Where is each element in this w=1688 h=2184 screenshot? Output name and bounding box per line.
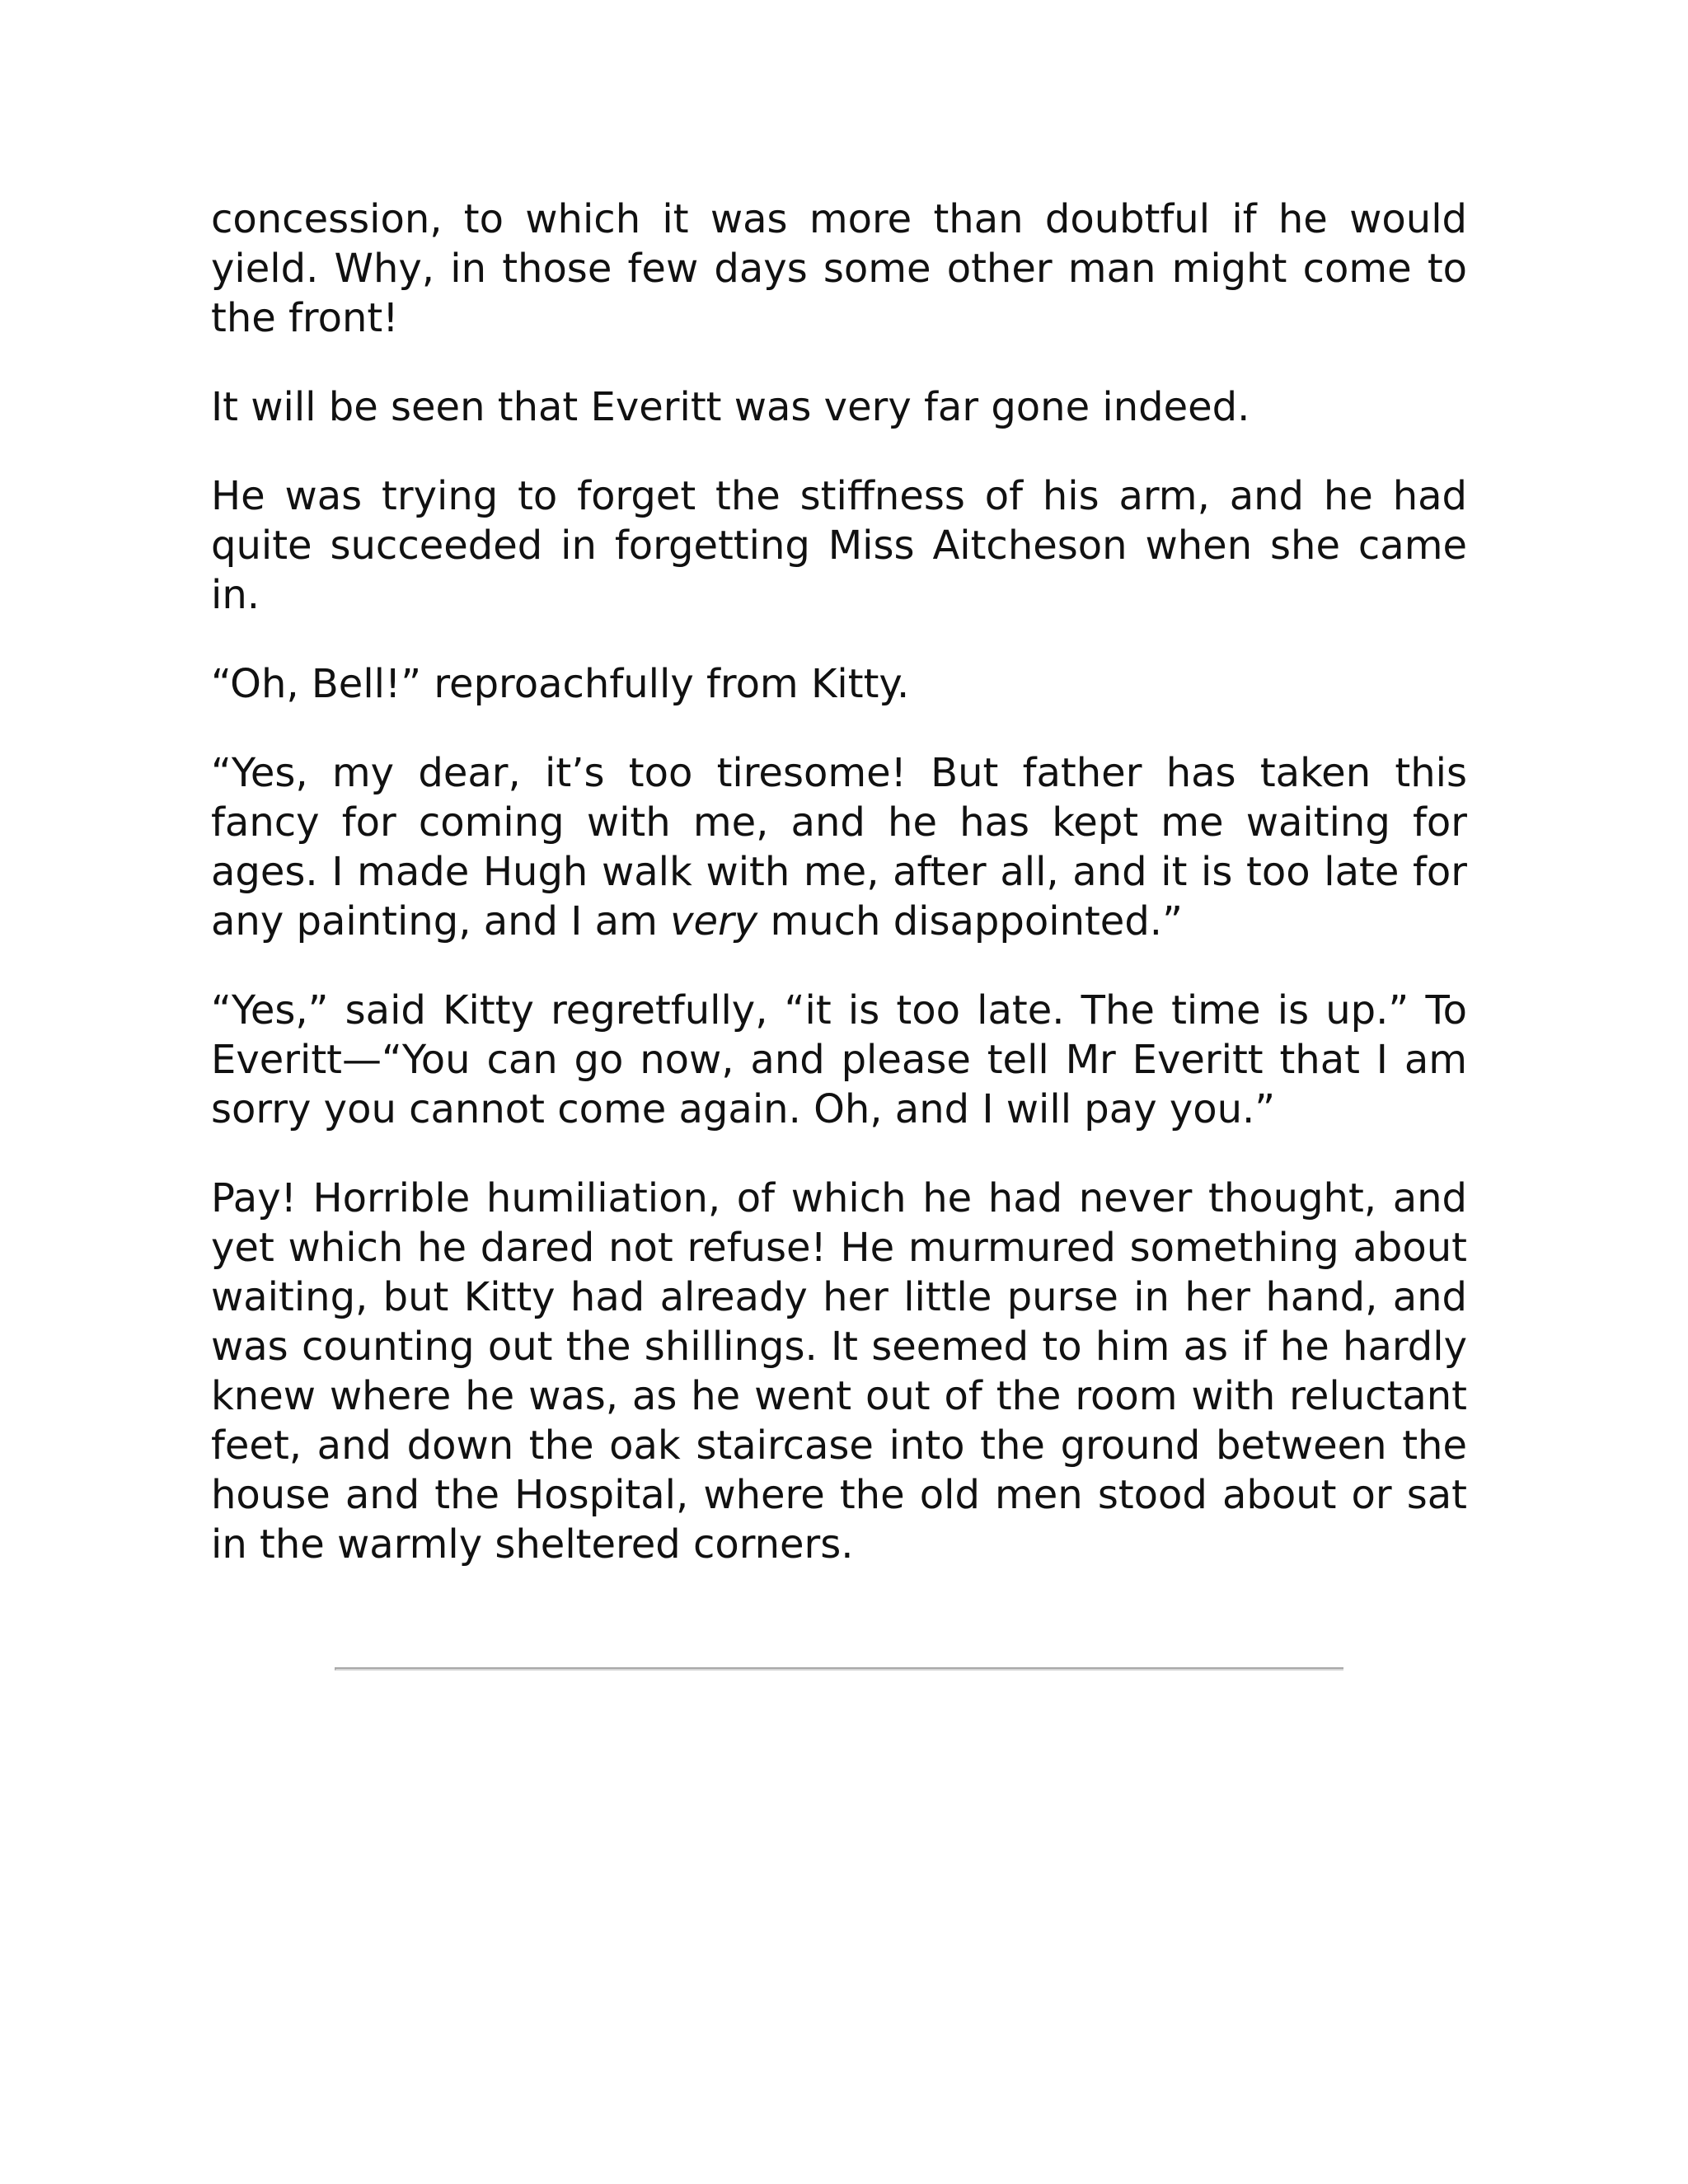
paragraph-far-gone: It will be seen that Everitt was very far gone indeed.: [211, 384, 1250, 430]
paragraph-concession: concession, to which it was more than doubtful if he would yield. Why, in those few days some other man might come to the front!: [211, 196, 1467, 341]
horizontal-rule: [335, 1667, 1343, 1671]
paragraph-tiresome: [211, 748, 1467, 946]
paragraph-humiliation: Pay! Horrible humiliation, of which he had never thought, and yet which he dared not refuse! He murmured something about waiting, but Kitty had already her little purse in her hand, and was counting out the shillings. It seemed to him as if he hardly knew where he was, as he went out of the room with reluctant feet, and down the oak staircase into the ground between the house and the Hospital, where the old men stood about or sat in the warmly sheltered corners.: [211, 1175, 1467, 1568]
paragraph-tiresome-before: “Yes, my dear, it’s too tiresome! But father has taken this fancy for coming with me, and he has kept me waiting for ages. I made Hugh walk with me, after all, and it is too late for any painting, and I am: [211, 750, 1467, 944]
paragraph-stiffness: He was trying to forget the stiffness of his arm, and he had quite succeeded in forgetting Miss Aitcheson when she came in.: [211, 473, 1467, 618]
emphasis-very: very: [670, 898, 758, 944]
paragraph-tiresome-after: much disappointed.”: [757, 898, 1183, 944]
page-text: [211, 194, 1467, 1609]
paragraph-oh-bell: “Oh, Bell!” reproachfully from Kitty.: [211, 661, 910, 707]
paragraph-time-is-up: “Yes,” said Kitty regretfully, “it is too late. The time is up.” To Everitt—“You can go now, and please tell Mr Everitt that I am sorry you cannot come again. Oh, and I will pay you.”: [211, 987, 1467, 1132]
